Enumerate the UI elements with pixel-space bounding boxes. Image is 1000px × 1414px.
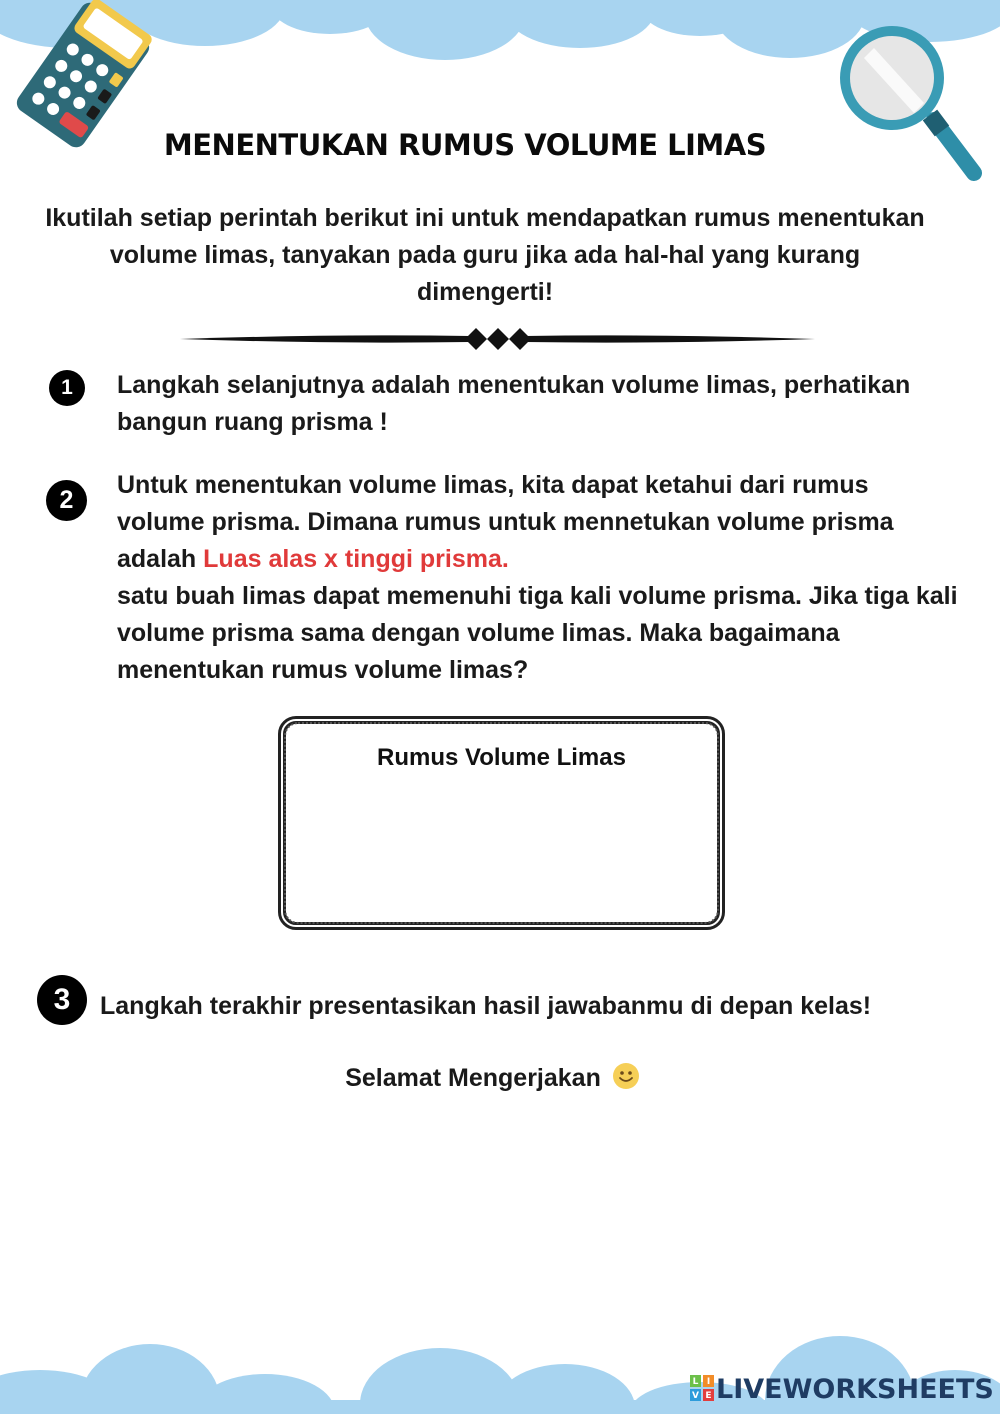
step-number-badge: 2 [46,480,87,521]
step-3-instruction: Langkah terakhir presentasikan hasil jawabanmu di depan kelas! [100,992,872,1020]
step-number-badge: 3 [37,975,87,1025]
smiley-icon [612,1062,640,1090]
answer-box [278,716,725,930]
logo-letter: L [692,1377,699,1387]
step-text: adalah [117,545,204,573]
closing-message [0,1062,985,1093]
liveworksheets-logo [690,1374,994,1405]
formula-highlight: Luas alas x tinggi prisma. [203,545,509,573]
liveworksheets-mark [690,1375,714,1401]
step-line: menentukan rumus volume limas? [117,656,529,684]
intro-line: Ikutilah setiap perintah berikut ini untuk mendapatkan rumus menentukan [45,204,925,232]
brand-name: LIVEWORKSHEETS [716,1374,994,1405]
logo-letter: I [706,1377,711,1387]
step-line: satu buah limas dapat memenuhi tiga kali volume prisma. Jika tiga kali [117,582,958,610]
intro-line: volume limas, tanyakan pada guru jika ada hal-hal yang kurang [109,241,861,269]
ornamental-divider [180,322,815,356]
step-number-badge: 1 [49,370,85,406]
step-line: bangun ruang prisma ! [117,408,388,436]
step-line: volume prisma. Dimana rumus untuk mennetukan volume prisma [117,508,894,536]
intro-text [10,200,960,311]
closing-text: Selamat Mengerjakan [345,1064,601,1092]
step-line: Untuk menentukan volume limas, kita dapat ketahui dari rumus [117,471,869,499]
answer-box-title: Rumus Volume Limas [377,744,626,771]
step-line [117,541,1000,578]
intro-line: dimengerti! [416,278,554,306]
worksheet-title: MENENTUKAN RUMUS VOLUME LIMAS [163,128,767,162]
step-2-instruction [117,467,1000,689]
answer-input[interactable] [306,782,700,912]
step-line: volume prisma sama dengan volume limas. Maka bagaimana [117,619,840,647]
step-1-instruction [117,367,987,441]
magnifier-icon [834,18,984,188]
step-line: Langkah selanjutnya adalah menentukan volume limas, perhatikan [117,371,911,399]
logo-letter: V [692,1391,699,1401]
logo-letter: E [705,1391,712,1401]
